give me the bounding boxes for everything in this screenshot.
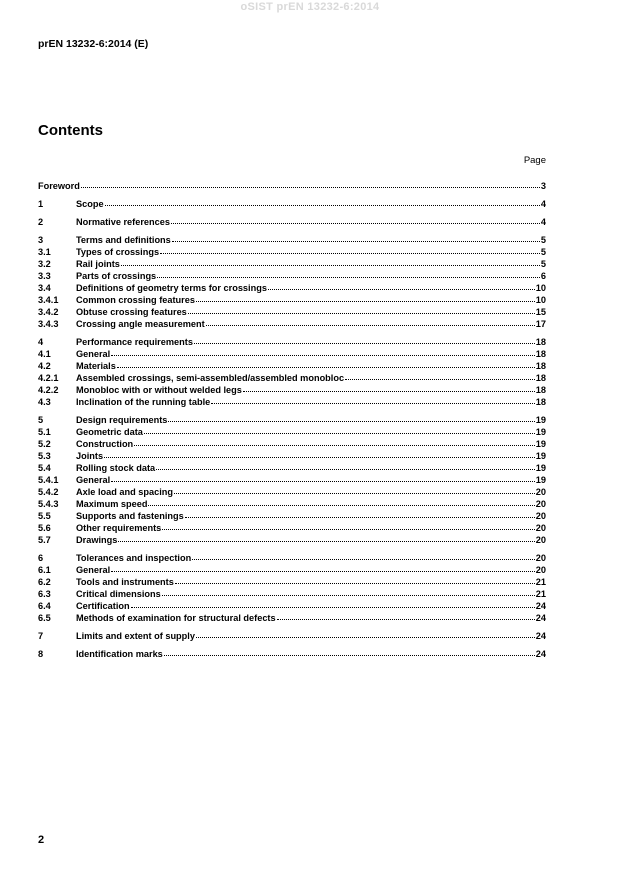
toc-dot-leader <box>111 571 535 572</box>
toc-entry[interactable] <box>38 294 546 306</box>
toc-dot-leader <box>196 637 535 638</box>
toc-entry-number: 6.5 <box>38 613 51 623</box>
toc-entry-page: 19 <box>535 427 546 437</box>
toc-entry-number: 5.4 <box>38 463 51 473</box>
toc-dot-leader <box>175 583 535 584</box>
toc-entry-page: 20 <box>535 535 546 545</box>
toc-entry-number: 3 <box>38 235 44 245</box>
toc-dot-leader <box>144 433 535 434</box>
toc-entry-page: 19 <box>535 463 546 473</box>
toc-entry-title: Axle load and spacing <box>76 487 174 497</box>
toc-dot-leader <box>121 265 540 266</box>
toc-entry-page: 19 <box>535 451 546 461</box>
toc-entry-number: 4.2 <box>38 361 51 371</box>
toc-entry[interactable] <box>38 258 546 270</box>
toc-entry-page: 18 <box>535 385 546 395</box>
toc-dot-leader <box>172 241 540 242</box>
toc-entry[interactable] <box>38 438 546 450</box>
toc-entry[interactable] <box>38 600 546 612</box>
toc-entry[interactable] <box>38 282 546 294</box>
toc-dot-leader <box>157 277 540 278</box>
toc-entry[interactable] <box>38 534 546 546</box>
toc-entry-title: Geometric data <box>76 427 143 437</box>
toc-dot-leader <box>162 529 535 530</box>
toc-entry-number: 5.1 <box>38 427 51 437</box>
toc-entry-page: 15 <box>535 307 546 317</box>
toc-entry-page: 18 <box>535 373 546 383</box>
toc-entry-page: 18 <box>535 337 546 347</box>
toc-entry[interactable] <box>38 360 546 372</box>
toc-entry-title: Normative references <box>76 217 170 227</box>
toc-entry-title: Identification marks <box>76 649 163 659</box>
toc-dot-leader <box>185 517 535 518</box>
toc-entry-number: 5.3 <box>38 451 51 461</box>
toc-entry-page: 17 <box>535 319 546 329</box>
toc-entry-title: Definitions of geometry terms for crossings <box>76 283 267 293</box>
toc-entry-page: 18 <box>535 349 546 359</box>
toc-entry-title: Tools and instruments <box>76 577 174 587</box>
toc-dot-leader <box>174 493 535 494</box>
toc-dot-leader <box>194 343 535 344</box>
toc-entry-page: 21 <box>535 577 546 587</box>
toc-entry-number: 3.4.3 <box>38 319 59 329</box>
toc-entry[interactable] <box>38 564 546 576</box>
toc-dot-leader <box>196 301 535 302</box>
toc-dot-leader <box>277 619 535 620</box>
toc-entry-page: 19 <box>535 475 546 485</box>
page-title: Contents <box>38 122 103 139</box>
toc-entry-title: Terms and definitions <box>76 235 171 245</box>
toc-dot-leader <box>243 391 535 392</box>
toc-entry[interactable] <box>38 522 546 534</box>
toc-entry[interactable] <box>38 348 546 360</box>
toc-entry-title: Common crossing features <box>76 295 195 305</box>
toc-dot-leader <box>268 289 535 290</box>
toc-entry[interactable] <box>38 414 546 426</box>
toc-entry-title: Crossing angle measurement <box>76 319 205 329</box>
watermark: oSIST prEN 13232-6:2014 <box>240 1 380 13</box>
page-column-label: Page <box>523 155 546 166</box>
toc-entry-title: Methods of examination for structural defects <box>76 613 276 623</box>
toc-entry-title: Scope <box>76 199 104 209</box>
toc-entry[interactable] <box>38 306 546 318</box>
toc-entry-number: 6 <box>38 553 44 563</box>
toc-entry-page: 24 <box>535 613 546 623</box>
toc-entry[interactable] <box>38 270 546 282</box>
toc-entry-title: Rolling stock data <box>76 463 156 473</box>
toc-entry-title: Maximum speed <box>76 499 148 509</box>
toc-dot-leader <box>81 187 540 188</box>
toc-entry-title: Drawings <box>76 535 118 545</box>
toc-entry-page: 20 <box>535 553 546 563</box>
toc-entry[interactable] <box>38 630 546 642</box>
toc-entry[interactable] <box>38 588 546 600</box>
toc-entry[interactable] <box>38 396 546 408</box>
toc-entry-page: 19 <box>535 415 546 425</box>
toc-entry-page: 18 <box>535 397 546 407</box>
toc-entry-title: Construction <box>76 439 134 449</box>
toc-entry-number: 7 <box>38 631 44 641</box>
toc-entry-number: 3.1 <box>38 247 51 257</box>
toc-entry-number: 5.6 <box>38 523 51 533</box>
toc-entry[interactable] <box>38 246 546 258</box>
toc-dot-leader <box>104 457 535 458</box>
toc-entry-title: Joints <box>76 451 104 461</box>
toc-entry-title: Tolerances and inspection <box>76 553 192 563</box>
toc-entry-page: 10 <box>535 295 546 305</box>
toc-entry-title: Critical dimensions <box>76 589 161 599</box>
toc-entry-page: 3 <box>540 181 546 191</box>
toc-entry-number: 3.3 <box>38 271 51 281</box>
toc-entry-title: Performance requirements <box>76 337 193 347</box>
toc-entry-number: 6.2 <box>38 577 51 587</box>
toc-entry-page: 5 <box>540 235 546 245</box>
toc-entry[interactable] <box>38 450 546 462</box>
toc-entry-page: 20 <box>535 523 546 533</box>
toc-entry-title: Monobloc with or without welded legs <box>76 385 242 395</box>
toc-dot-leader <box>345 379 535 380</box>
toc-entry-page: 5 <box>540 247 546 257</box>
toc-entry[interactable] <box>38 318 546 330</box>
toc-entry[interactable] <box>38 612 546 624</box>
toc-entry-number: 3.4.1 <box>38 295 59 305</box>
toc-entry-page: 6 <box>540 271 546 281</box>
toc-entry-number: 5.5 <box>38 511 51 521</box>
toc-dot-leader <box>162 595 535 596</box>
toc-entry-page: 24 <box>535 649 546 659</box>
toc-entry[interactable] <box>38 576 546 588</box>
toc-entry-number: 4 <box>38 337 44 347</box>
toc-entry-title: Foreword <box>38 181 80 191</box>
page-number: 2 <box>38 834 45 846</box>
toc-entry[interactable] <box>38 498 546 510</box>
toc-entry-number: 5.4.3 <box>38 499 59 509</box>
toc-entry-title: Inclination of the running table <box>76 397 211 407</box>
toc-dot-leader <box>188 313 535 314</box>
toc-entry-number: 3.2 <box>38 259 51 269</box>
toc-dot-leader <box>164 655 535 656</box>
toc-entry[interactable] <box>38 336 546 348</box>
toc-dot-leader <box>206 325 535 326</box>
toc-entry-number: 3.4 <box>38 283 51 293</box>
toc-entry[interactable] <box>38 234 546 246</box>
toc-entry[interactable] <box>38 648 546 660</box>
toc-dot-leader <box>105 205 540 206</box>
toc-dot-leader <box>171 223 540 224</box>
toc-dot-leader <box>192 559 535 560</box>
document-id: prEN 13232-6:2014 (E) <box>38 38 149 50</box>
toc-entry-title: Limits and extent of supply <box>76 631 195 641</box>
toc-entry-number: 8 <box>38 649 44 659</box>
toc-entry-title: Supports and fastenings <box>76 511 184 521</box>
toc-entry-title: Design requirements <box>76 415 168 425</box>
toc-entry-title: Certification <box>76 601 130 611</box>
toc-entry[interactable] <box>38 462 546 474</box>
toc-entry-page: 21 <box>535 589 546 599</box>
toc-entry-page: 19 <box>535 439 546 449</box>
toc-entry-number: 4.2.2 <box>38 385 59 395</box>
toc-entry-title: General <box>76 565 111 575</box>
toc-entry-number: 5.4.2 <box>38 487 59 497</box>
toc-dot-leader <box>118 541 534 542</box>
toc-entry[interactable] <box>38 198 546 210</box>
toc-entry-number: 4.1 <box>38 349 51 359</box>
toc-entry-number: 4.2.1 <box>38 373 59 383</box>
toc-entry-page: 20 <box>535 499 546 509</box>
toc-entry[interactable] <box>38 474 546 486</box>
toc-dot-leader <box>156 469 535 470</box>
toc-entry[interactable] <box>38 486 546 498</box>
toc-dot-leader <box>211 403 535 404</box>
toc-entry-number: 5.4.1 <box>38 475 59 485</box>
toc-entry-page: 24 <box>535 631 546 641</box>
toc-entry-number: 1 <box>38 199 44 209</box>
toc-entry-number: 5.7 <box>38 535 51 545</box>
toc-entry-title: Parts of crossings <box>76 271 157 281</box>
toc-entry[interactable] <box>38 180 546 192</box>
toc-entry-page: 10 <box>535 283 546 293</box>
toc-entry-page: 20 <box>535 511 546 521</box>
toc-entry-number: 6.4 <box>38 601 51 611</box>
toc-entry-title: Assembled crossings, semi-assembled/assembled monobloc <box>76 373 345 383</box>
toc-dot-leader <box>117 367 535 368</box>
toc-entry-number: 4.3 <box>38 397 51 407</box>
toc-dot-leader <box>148 505 534 506</box>
toc-entry-page: 5 <box>540 259 546 269</box>
toc-dot-leader <box>111 355 535 356</box>
toc-entry-number: 6.3 <box>38 589 51 599</box>
toc-entry-number: 3.4.2 <box>38 307 59 317</box>
toc-entry-page: 20 <box>535 487 546 497</box>
toc-entry[interactable] <box>38 216 546 228</box>
toc-dot-leader <box>111 481 535 482</box>
toc-entry-number: 2 <box>38 217 44 227</box>
toc-entry-title: Types of crossings <box>76 247 160 257</box>
toc-entry-page: 24 <box>535 601 546 611</box>
toc-entry-title: Rail joints <box>76 259 120 269</box>
toc-entry-page: 18 <box>535 361 546 371</box>
table-of-contents <box>38 180 546 660</box>
toc-entry-title: Materials <box>76 361 116 371</box>
toc-dot-leader <box>131 607 535 608</box>
toc-entry-page: 20 <box>535 565 546 575</box>
toc-entry-number: 6.1 <box>38 565 51 575</box>
toc-entry[interactable] <box>38 384 546 396</box>
toc-dot-leader <box>168 421 534 422</box>
toc-entry[interactable] <box>38 426 546 438</box>
toc-entry-title: General <box>76 349 111 359</box>
toc-dot-leader <box>134 445 535 446</box>
toc-entry[interactable] <box>38 552 546 564</box>
toc-entry-page: 4 <box>540 199 546 209</box>
toc-entry-number: 5.2 <box>38 439 51 449</box>
toc-entry[interactable] <box>38 510 546 522</box>
toc-entry-number: 5 <box>38 415 44 425</box>
toc-entry[interactable] <box>38 372 546 384</box>
toc-entry-page: 4 <box>540 217 546 227</box>
toc-entry-title: General <box>76 475 111 485</box>
toc-entry-title: Obtuse crossing features <box>76 307 187 317</box>
toc-dot-leader <box>160 253 540 254</box>
toc-entry-title: Other requirements <box>76 523 162 533</box>
